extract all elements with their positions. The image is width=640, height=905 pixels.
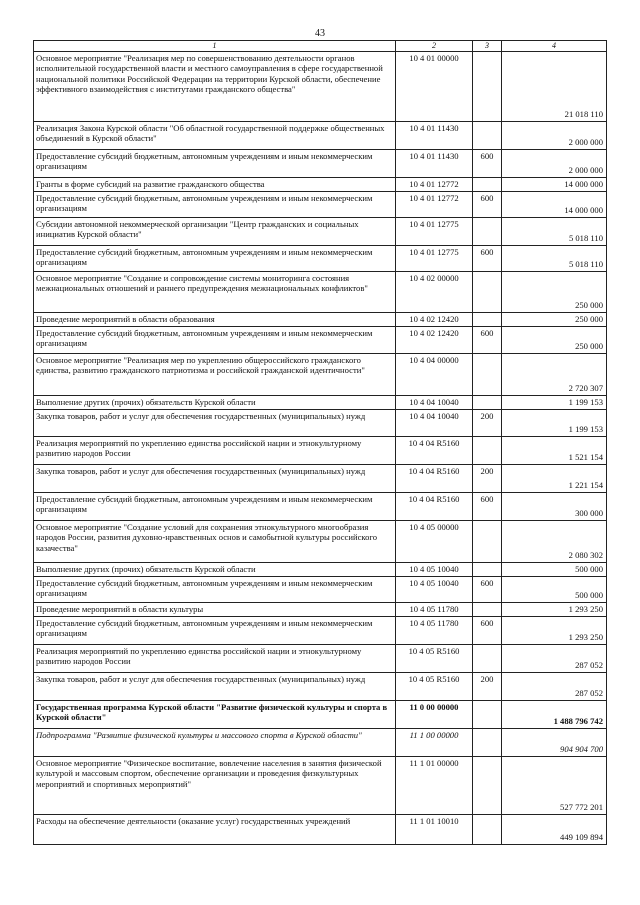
row-sum: 14 000 000 (502, 177, 607, 191)
row-sum: 1 293 250 (502, 602, 607, 616)
header-col-type: 3 (473, 41, 502, 52)
row-name: Государственная программа Курской области "Развитие физической культуры и спорта в Курской области" (34, 700, 396, 728)
row-name: Предоставление субсидий бюджетным, автономным учреждениям и иным некоммерческим организациям (34, 616, 396, 644)
row-expense-type (473, 51, 502, 121)
row-name: Основное мероприятие "Создание и сопровождение системы мониторинга состояния межнациональных отношений и раннего предупреждения межнациональных конфликтов" (34, 271, 396, 312)
table-row (34, 602, 607, 616)
table-row (34, 492, 607, 520)
table-row (34, 576, 607, 602)
row-code: 10 4 01 12772 (396, 177, 473, 191)
row-sum: 904 904 700 (502, 728, 607, 756)
row-name: Реализация мероприятий по укреплению единства российской нации и этнокультурному развитию народов России (34, 644, 396, 672)
row-name: Основное мероприятие "Реализация мер по совершенствованию деятельности органов исполнительной государственной власти и местного самоуправления в сфере государственной национальной политики Российской Федерации на территории Курской области, обеспечение эффективного взаимодействия с институтами гражданского общества" (34, 51, 396, 121)
table-row (34, 312, 607, 326)
row-code: 10 4 01 12775 (396, 245, 473, 271)
table-row (34, 121, 607, 149)
row-code: 10 4 05 11780 (396, 602, 473, 616)
row-sum: 300 000 (502, 492, 607, 520)
row-name: Субсидии автономной некоммерческой организации "Центр гражданских и социальных инициатив Курской области" (34, 217, 396, 245)
row-sum: 500 000 (502, 562, 607, 576)
header-col-code: 2 (396, 41, 473, 52)
table-row (34, 177, 607, 191)
table-row (34, 814, 607, 844)
table-row (34, 700, 607, 728)
row-code: 10 4 02 12420 (396, 312, 473, 326)
row-code: 10 4 05 10040 (396, 576, 473, 602)
row-sum: 527 772 201 (502, 756, 607, 814)
row-name: Гранты в форме субсидий на развитие гражданского общества (34, 177, 396, 191)
row-name: Выполнение других (прочих) обязательств Курской области (34, 562, 396, 576)
table-row (34, 562, 607, 576)
row-expense-type: 200 (473, 409, 502, 436)
row-name: Предоставление субсидий бюджетным, автономным учреждениям и иным некоммерческим организациям (34, 326, 396, 353)
row-expense-type: 600 (473, 245, 502, 271)
row-expense-type (473, 602, 502, 616)
table-row (34, 464, 607, 492)
row-name: Закупка товаров, работ и услуг для обеспечения государственных (муниципальных) нужд (34, 464, 396, 492)
row-expense-type (473, 177, 502, 191)
row-code: 10 4 05 R5160 (396, 672, 473, 700)
table-row (34, 756, 607, 814)
table-row (34, 644, 607, 672)
row-sum: 2 080 302 (502, 520, 607, 562)
page-number: 43 (315, 28, 325, 39)
row-code: 10 4 02 12420 (396, 326, 473, 353)
row-code: 10 4 01 11430 (396, 149, 473, 177)
row-expense-type (473, 728, 502, 756)
row-code: 10 4 01 00000 (396, 51, 473, 121)
row-expense-type (473, 644, 502, 672)
row-code: 10 4 04 10040 (396, 409, 473, 436)
row-name: Реализация мероприятий по укреплению единства российской нации и этнокультурному развитию народов России (34, 436, 396, 464)
budget-table (33, 40, 607, 845)
row-expense-type (473, 814, 502, 844)
row-sum: 250 000 (502, 271, 607, 312)
row-sum: 449 109 894 (502, 814, 607, 844)
row-sum: 2 000 000 (502, 121, 607, 149)
row-sum: 2 000 000 (502, 149, 607, 177)
row-code: 11 1 00 00000 (396, 728, 473, 756)
row-code: 10 4 01 12775 (396, 217, 473, 245)
row-sum: 1 199 153 (502, 395, 607, 409)
row-name: Проведение мероприятий в области образования (34, 312, 396, 326)
table-row (34, 395, 607, 409)
row-expense-type (473, 520, 502, 562)
row-name: Закупка товаров, работ и услуг для обеспечения государственных (муниципальных) нужд (34, 409, 396, 436)
row-expense-type (473, 217, 502, 245)
row-code: 10 4 04 R5160 (396, 464, 473, 492)
row-code: 10 4 04 R5160 (396, 492, 473, 520)
row-expense-type (473, 395, 502, 409)
row-sum: 250 000 (502, 312, 607, 326)
row-name: Основное мероприятие "Реализация мер по укреплению общероссийского гражданского единства, развитию гражданского патриотизма и российской гражданской идентичности" (34, 353, 396, 395)
table-row (34, 191, 607, 217)
row-expense-type (473, 271, 502, 312)
table-row (34, 353, 607, 395)
row-sum: 1 199 153 (502, 409, 607, 436)
row-sum: 1 488 796 742 (502, 700, 607, 728)
row-expense-type (473, 121, 502, 149)
row-name: Реализация Закона Курской области "Об областной государственной поддержке общественных объединений в Курской области" (34, 121, 396, 149)
table-row (34, 271, 607, 312)
row-code: 11 0 00 00000 (396, 700, 473, 728)
row-expense-type: 600 (473, 326, 502, 353)
row-name: Расходы на обеспечение деятельности (оказание услуг) государственных учреждений (34, 814, 396, 844)
row-code: 10 4 01 12772 (396, 191, 473, 217)
row-sum: 287 052 (502, 672, 607, 700)
row-expense-type: 200 (473, 672, 502, 700)
row-code: 10 4 05 11780 (396, 616, 473, 644)
row-code: 10 4 04 R5160 (396, 436, 473, 464)
table-row (34, 616, 607, 644)
row-expense-type: 600 (473, 576, 502, 602)
row-sum: 1 521 154 (502, 436, 607, 464)
table-row (34, 672, 607, 700)
row-code: 10 4 02 00000 (396, 271, 473, 312)
row-expense-type (473, 312, 502, 326)
table-row (34, 728, 607, 756)
table-row (34, 520, 607, 562)
row-name: Основное мероприятие "Физическое воспитание, вовлечение населения в занятия физической культурой и массовым спортом, обеспечение организации и проведения физкультурных мероприятий и спортивных мероприятий" (34, 756, 396, 814)
row-code: 10 4 04 10040 (396, 395, 473, 409)
row-name: Подпрограмма "Развитие физической культуры и массового спорта в Курской области" (34, 728, 396, 756)
row-code: 11 1 01 00000 (396, 756, 473, 814)
table-row (34, 326, 607, 353)
row-sum: 1 293 250 (502, 616, 607, 644)
row-code: 10 4 04 00000 (396, 353, 473, 395)
row-sum: 2 720 307 (502, 353, 607, 395)
table-row (34, 51, 607, 121)
row-name: Основное мероприятие "Создание условий для сохранения этнокультурного многообразия народов России, развития духовно-нравственных основ и самобытной культуры российского казачества" (34, 520, 396, 562)
header-col-name: 1 (34, 41, 396, 52)
row-sum: 500 000 (502, 576, 607, 602)
row-name: Проведение мероприятий в области культуры (34, 602, 396, 616)
row-sum: 5 018 110 (502, 217, 607, 245)
row-name: Предоставление субсидий бюджетным, автономным учреждениям и иным некоммерческим организациям (34, 245, 396, 271)
row-expense-type: 600 (473, 191, 502, 217)
row-expense-type: 600 (473, 616, 502, 644)
row-name: Закупка товаров, работ и услуг для обеспечения государственных (муниципальных) нужд (34, 672, 396, 700)
row-code: 10 4 05 R5160 (396, 644, 473, 672)
row-sum: 287 052 (502, 644, 607, 672)
row-sum: 5 018 110 (502, 245, 607, 271)
row-expense-type: 200 (473, 464, 502, 492)
row-expense-type (473, 436, 502, 464)
row-sum: 1 221 154 (502, 464, 607, 492)
row-code: 11 1 01 10010 (396, 814, 473, 844)
row-name: Предоставление субсидий бюджетным, автономным учреждениям и иным некоммерческим организациям (34, 576, 396, 602)
row-code: 10 4 05 10040 (396, 562, 473, 576)
row-code: 10 4 01 11430 (396, 121, 473, 149)
row-sum: 14 000 000 (502, 191, 607, 217)
row-expense-type (473, 756, 502, 814)
table-header-row (34, 41, 607, 52)
row-expense-type: 600 (473, 149, 502, 177)
row-name: Предоставление субсидий бюджетным, автономным учреждениям и иным некоммерческим организациям (34, 191, 396, 217)
row-name: Предоставление субсидий бюджетным, автономным учреждениям и иным некоммерческим организациям (34, 492, 396, 520)
row-expense-type (473, 700, 502, 728)
row-code: 10 4 05 00000 (396, 520, 473, 562)
row-sum: 250 000 (502, 326, 607, 353)
table-row (34, 436, 607, 464)
row-expense-type: 600 (473, 492, 502, 520)
table-row (34, 409, 607, 436)
row-expense-type (473, 562, 502, 576)
row-sum: 21 018 110 (502, 51, 607, 121)
header-col-sum: 4 (502, 41, 607, 52)
row-name: Выполнение других (прочих) обязательств Курской области (34, 395, 396, 409)
table-row (34, 149, 607, 177)
table-row (34, 217, 607, 245)
table-row (34, 245, 607, 271)
row-expense-type (473, 353, 502, 395)
row-name: Предоставление субсидий бюджетным, автономным учреждениям и иным некоммерческим организациям (34, 149, 396, 177)
